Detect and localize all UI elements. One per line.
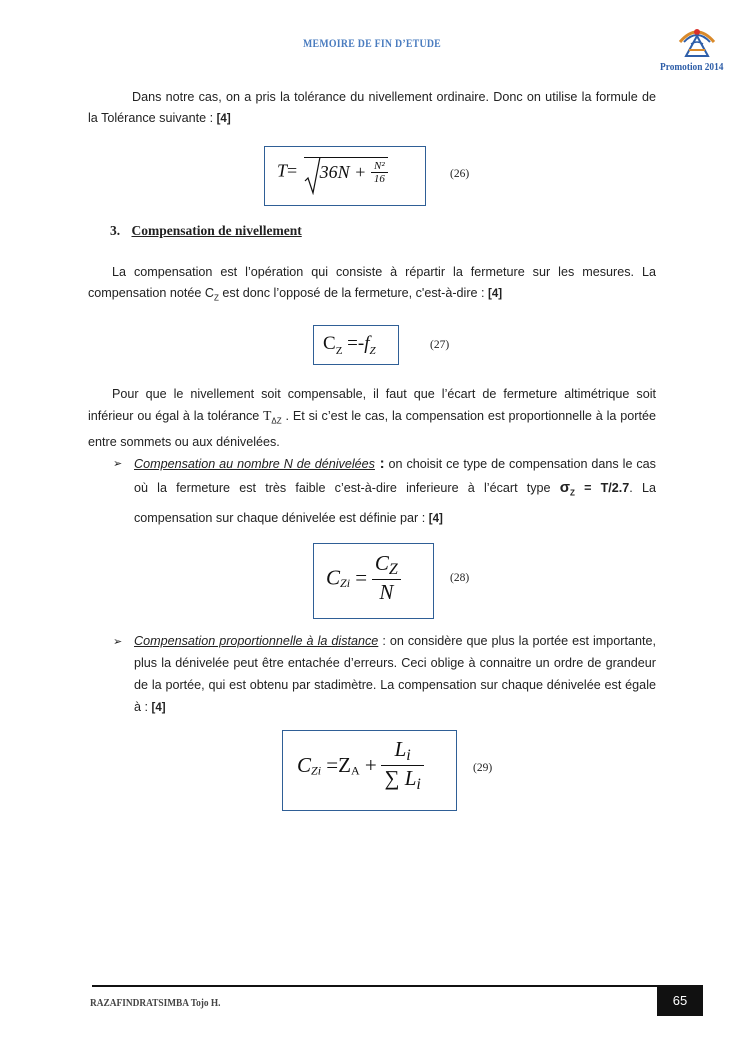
eq28-lhs: C [326, 565, 341, 590]
paragraph-text: est donc l’opposé de la fermeture, c'est-à-dire : [218, 286, 485, 300]
subscript: Z [570, 488, 575, 498]
citation-ref: [4] [216, 113, 231, 125]
running-header-title: MEMOIRE DE FIN D’ETUDE [303, 36, 441, 50]
section-number: 3. [110, 223, 121, 238]
paragraph-text: Dans notre cas, on a pris la tolérance du nivellement ordinaire. Donc on utilise la formule de la Tolérance suivante : [88, 90, 656, 125]
equation-number-28: (28) [450, 572, 470, 584]
square-root-icon [304, 157, 321, 195]
promotion-label: Promotion 2014 [660, 61, 724, 73]
eq27-rhs: =- [342, 333, 365, 354]
citation-ref: [4] [488, 288, 503, 300]
footer-author: RAZAFINDRATSIMBA Tojo H. [90, 997, 221, 1009]
footer-divider [92, 985, 703, 987]
eq29-eq-sub: A [350, 763, 360, 778]
eq28-lhs-sub: Zi [340, 576, 351, 591]
paragraph-compensation-definition [88, 262, 656, 309]
eq29-den-sub: i [416, 776, 421, 793]
eq27-f: f [364, 333, 370, 354]
subscript: Z [214, 293, 219, 303]
paragraph-tolerance-intro [88, 87, 656, 130]
section-title: Compensation de nivellement [131, 223, 302, 238]
eq29-num-sub: i [406, 747, 411, 764]
eq26-radical [304, 157, 388, 185]
eq29-lhs-sub: Zi [311, 763, 322, 778]
eq26-denominator: 16 [373, 173, 385, 185]
tolerance-symbol: T [263, 408, 272, 423]
eq27-f-sub: Z [369, 344, 376, 357]
eq26-lhs: T [277, 160, 288, 181]
bullet-text: on choisit ce type de compensation dans le cas où la fermeture est très faible c’est-à-dire inferieure à l’écart type [134, 457, 656, 495]
bullet-title: Compensation proportionnelle à la distance [134, 634, 379, 648]
eq29-lhs: C [297, 753, 312, 777]
sigma-formula: = T/2.7 [574, 481, 630, 495]
equation-26-box [264, 146, 426, 206]
bullet-item-compensation-nombre [134, 452, 656, 531]
equation-29 [297, 737, 424, 794]
sigma-symbol: σ [559, 479, 570, 496]
bullet-text: . La compensation sur chaque dénivelée est définie par : [134, 481, 656, 525]
equation-number-29: (29) [473, 762, 493, 774]
section-heading [110, 223, 302, 239]
equation-27 [323, 333, 376, 357]
paragraph-text: La compensation est l’opération qui consiste à répartir la fermeture sur les mesures. La compensation notée C [88, 265, 656, 300]
equation-number-27: (27) [430, 339, 450, 351]
paragraph-compensable-condition [88, 384, 656, 453]
bullet-title: Compensation au nombre N de dénivelées [134, 457, 375, 471]
citation-ref: [4] [428, 512, 443, 525]
citation-ref: [4] [151, 702, 166, 714]
eq28-numerator [372, 551, 401, 580]
eq26-numerator: N² [371, 160, 388, 173]
eq26-term: 36N + [319, 162, 367, 182]
eq28-equals: = [350, 565, 368, 590]
eq26-fraction [371, 160, 388, 185]
eq28-denominator: N [379, 580, 394, 604]
eq29-equals: =Z [321, 753, 351, 777]
equation-28-box [313, 543, 434, 619]
eq28-num-sub: Z [388, 561, 398, 578]
eq27-lhs-sub: Z [335, 344, 343, 357]
eq29-den-sum: ∑ L [384, 766, 417, 790]
eq26-equals: = [287, 160, 298, 181]
bullet-text: : on considère que plus la portée est importante, plus la dénivelée peut être entachée d’erreurs. Ceci oblige à connaitre un ordre de grandeur de la portée, qui est obtenu par stadimètre. La compensation sur chaque dénivelée est égale à : [134, 634, 657, 714]
arrow-bullet-icon: ➢ [113, 636, 123, 648]
arrow-bullet-icon: ➢ [113, 458, 123, 470]
eq29-plus: + [359, 753, 377, 777]
equation-27-box [313, 325, 399, 365]
eq28-num-c: C [374, 551, 389, 575]
equation-28 [326, 551, 401, 605]
bullet-item-compensation-distance [134, 630, 656, 719]
promotion-logo [676, 20, 718, 60]
eq29-numerator [381, 737, 423, 766]
equation-26 [277, 157, 388, 185]
equation-29-box [282, 730, 457, 811]
eq29-denominator [381, 766, 423, 794]
promotion-emblem-icon [676, 20, 718, 60]
equation-number-26: (26) [450, 168, 470, 180]
bullet-colon: : [374, 455, 385, 472]
paragraph-text: Pour que le nivellement soit compensable, il faut que l’écart de fermeture altimétrique soit inférieur ou égal à la tolérance [88, 387, 656, 423]
eq29-fraction [381, 737, 423, 794]
subscript: ΔZ [271, 416, 282, 426]
paragraph-text: . Et si c’est le cas, la compensation est proportionnelle à la portée entre sommets ou aux dénivelées. [88, 409, 656, 449]
eq27-lhs: C [323, 333, 336, 354]
page-number: 65 [657, 986, 703, 1016]
eq28-fraction [372, 551, 401, 605]
eq29-num-l: L [394, 737, 407, 761]
